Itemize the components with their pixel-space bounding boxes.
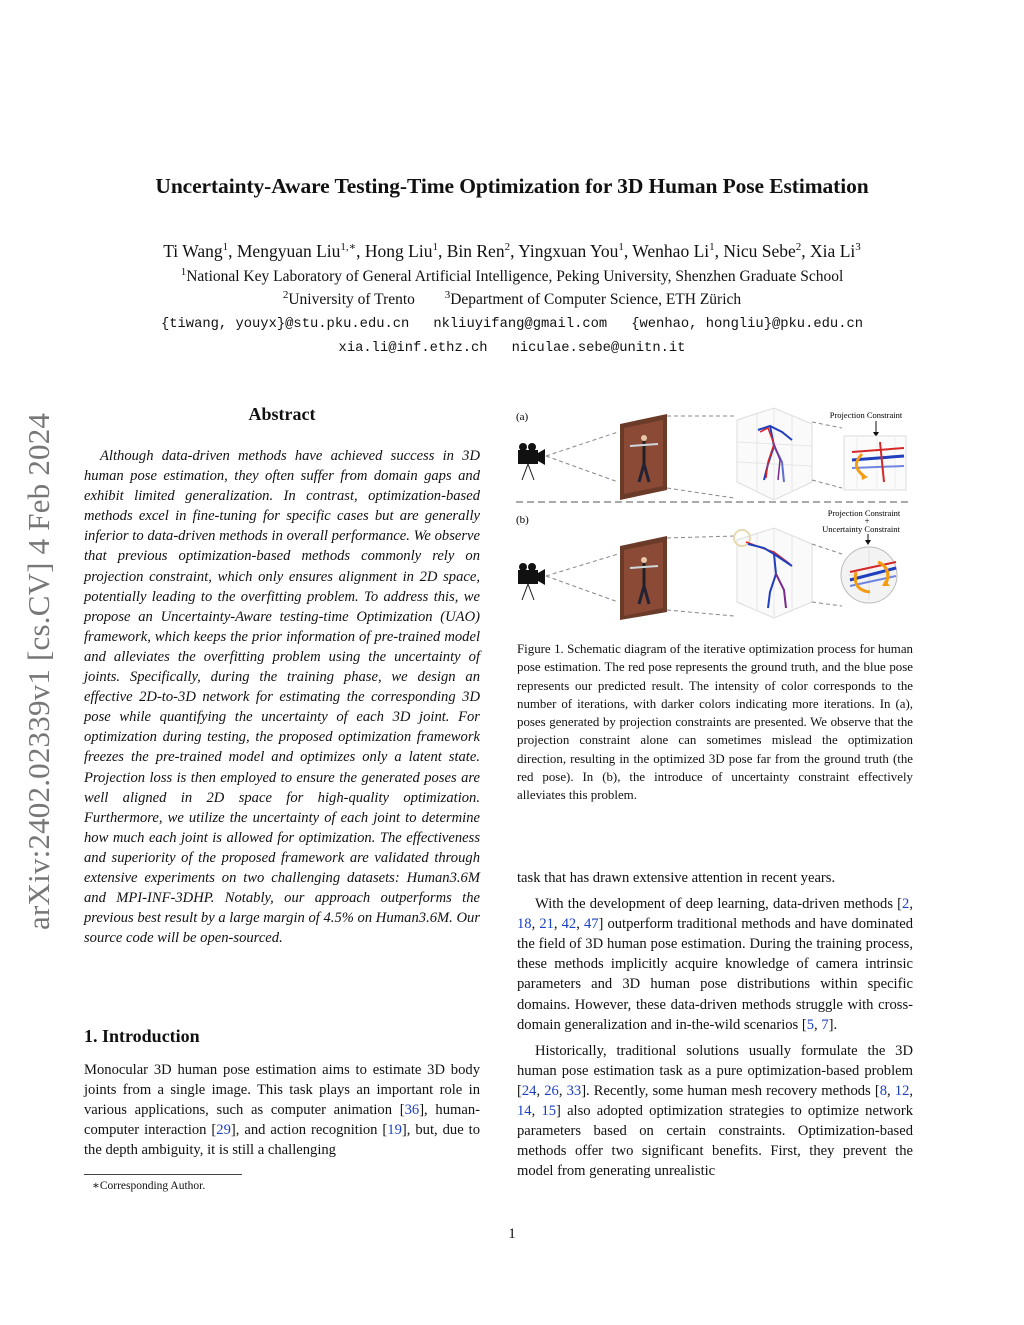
right-column-text	[517, 868, 913, 1187]
citation-link[interactable]: 15	[541, 1103, 557, 1120]
zoom-inset-b	[841, 547, 897, 603]
citation-link[interactable]: 24	[521, 1082, 537, 1099]
projection-ray	[667, 488, 734, 498]
author: Bin Ren$^2$,	[446, 240, 519, 261]
abstract-heading: Abstract	[248, 404, 316, 424]
camera-icon	[518, 563, 545, 600]
section-heading-introduction: 1. Introduction	[84, 1026, 200, 1046]
projection-ray	[546, 576, 618, 602]
paragraph: With the development of deep learning, data-driven methods [2, 18, 21, 42, 47] outperform traditional methods and have dominated the field of 3D human pose estimation. During the training process, these methods implicitly acquire knowledge of camera intrinsic parameters and 3D human pose distributions within specific domains. However, these data-driven methods struggle with cross-domain generalization and in-the-wild scenarios [5, 7].	[517, 896, 914, 1033]
figure-1-caption: Figure 1. Schematic diagram of the iterative optimization process for human pose estimation. The red pose represents the ground truth, and the blue pose represents our predicted result. The intensity of color corresponds to the number of iterations, with darker colors indicating more iterations. In (a), poses generated by projection constraints are presented. We observe that the projection constraint alone can sometimes mislead the optimization direction, resulting in the optimized 3D pose far from the ground truth (the red pose). In (b), the introduce of uncertainty constraint effectively alleviates this problem.	[517, 642, 913, 803]
author-list	[0, 240, 1024, 262]
image-plane	[620, 536, 667, 620]
projection-ray	[812, 544, 842, 554]
author: Ti Wang$^1$,	[163, 240, 237, 261]
citation-link[interactable]: 5	[806, 1016, 815, 1033]
citation-link[interactable]: 29	[216, 1122, 231, 1139]
projection-constraint-label-b: Projection Constraint	[827, 508, 901, 518]
paper-title: Uncertainty-Aware Testing-Time Optimization for 3D Human Pose Estimation	[155, 174, 869, 198]
citation-link[interactable]: 26	[544, 1082, 559, 1099]
citation-link[interactable]: 42	[561, 916, 577, 933]
author: Hong Liu$^1$,	[364, 240, 447, 261]
email[interactable]: nkliuyifang@gmail.com	[433, 317, 608, 332]
email-line-2	[0, 341, 1024, 356]
arrowhead-icon	[865, 540, 871, 545]
email[interactable]: niculae.sebe@unitn.it	[511, 341, 686, 356]
affiliation-1: $^1$National Key Laboratory of General Artificial Intelligence, Peking University, Shenzhen Graduate School	[180, 266, 844, 286]
camera-icon	[518, 443, 545, 480]
author: Nicu Sebe$^2$,	[723, 240, 811, 261]
author: Mengyuan Liu$^{1,∗}$,	[236, 240, 365, 261]
plus-sign: +	[864, 516, 870, 526]
projection-ray	[667, 536, 734, 538]
image-plane	[620, 414, 667, 500]
figure-label-b: (b)	[516, 514, 529, 526]
paragraph: Historically, traditional solutions usually formulate the 3D human pose estimation task as a pure optimization-based problem [24, 26, 33]. Recently, some human mesh recovery methods [8, 12, 14, 15] also adopted optimization strategies to optimize network parameters based on certain constraints. Optimization-based methods offer two significant benefits. First, they prevent the model from generating unrealistic	[517, 1042, 914, 1180]
page-number: 1	[508, 1226, 516, 1242]
projection-ray	[546, 456, 618, 482]
pose-3d-plot	[737, 408, 812, 500]
projection-ray	[667, 610, 734, 616]
figure-1	[512, 402, 912, 620]
citation-link[interactable]: 19	[387, 1122, 402, 1139]
paragraph: task that has drawn extensive attention in recent years.	[517, 870, 836, 886]
author: Wenhao Li$^1$,	[632, 240, 724, 261]
projection-constraint-label-a: Projection Constraint	[829, 410, 903, 420]
projection-ray	[546, 554, 618, 576]
arxiv-side-stamp: arXiv:2402.02339v1 [cs.CV] 4 Feb 2024	[21, 412, 56, 930]
citation-link[interactable]: 18	[517, 916, 532, 933]
author: Yingxuan You$^1$,	[518, 240, 633, 261]
author: Xia Li$^3$	[810, 240, 861, 261]
email[interactable]: {tiwang, youyx}@stu.pku.edu.cn	[160, 317, 410, 332]
citation-link[interactable]: 21	[539, 916, 554, 933]
email[interactable]: xia.li@inf.ethz.ch	[338, 341, 488, 356]
figure-label-a: (a)	[516, 411, 529, 423]
citation-link[interactable]: 2	[902, 896, 910, 913]
citation-link[interactable]: 8	[879, 1082, 888, 1099]
affiliation-2-3: $^2$University of Trento $^3$Department of Computer Science, ETH Zürich	[282, 289, 742, 309]
citation-link[interactable]: 12	[894, 1082, 910, 1099]
uncertainty-constraint-label: Uncertainty Constraint	[822, 524, 900, 534]
citation-link[interactable]: 14	[517, 1103, 532, 1120]
email-line-1	[0, 317, 1024, 332]
citation-link[interactable]: 47	[583, 916, 599, 933]
citation-link[interactable]: 36	[404, 1102, 420, 1119]
footnote-rule	[84, 1174, 242, 1175]
citation-link[interactable]: 33	[566, 1082, 582, 1099]
pose-3d-plot	[734, 528, 812, 618]
zoom-inset-a	[844, 436, 906, 490]
projection-ray	[546, 432, 618, 456]
intro-paragraph: Monocular 3D human pose estimation aims to estimate 3D body joints from a single image. This task plays an important role in various applications, such as computer animation [36], human-computer interaction [29], and action recognition [19], but, due to the depth ambiguity, it is still a challenging	[84, 1062, 480, 1159]
projection-ray	[812, 480, 842, 488]
footnote: ∗Corresponding Author.	[92, 1180, 206, 1192]
projection-ray	[812, 422, 842, 428]
citation-link[interactable]: 7	[821, 1016, 829, 1033]
projection-ray	[812, 602, 842, 606]
abstract-body: Although data-driven methods have achieved success in 3D human pose estimation, they often suffer from domain gaps and exhibit limited generalization. In contrast, optimization-based methods excel in fine-tuning for specific cases but are generally inferior to data-driven methods in overall performance. We observe that previous optimization-based methods commonly rely on projection constraint, which only ensures alignment in 2D space, potentially leading to the overfitting problem. To address this, we propose an Uncertainty-Aware testing-time Optimization (UAO) framework, which keeps the prior information of pre-trained model and alleviates the overfitting problem using the uncertainty of joints. Specifically, during the training phase, we design an effective 2D-to-3D network for estimating the corresponding 3D pose while quantifying the uncertainty of each 3D joint. For optimization during testing, the proposed optimization framework freezes the pre-trained model and optimizes only a latent state. Projection loss is then employed to ensure the generated poses are well aligned in 2D space for high-quality optimization. Furthermore, we utilize the uncertainty of each joint to determine how much each joint is allowed for optimization. The effectiveness and superiority of the proposed framework are validated through extensive experiments on two challenging datasets: Human3.6M and MPI-INF-3DHP. Notably, our approach outperforms the previous best result by a large margin of 4.5% on Human3.6M. Our source code will be open-sourced.	[84, 448, 480, 947]
email[interactable]: {wenhao, hongliu}@pku.edu.cn	[631, 317, 864, 332]
